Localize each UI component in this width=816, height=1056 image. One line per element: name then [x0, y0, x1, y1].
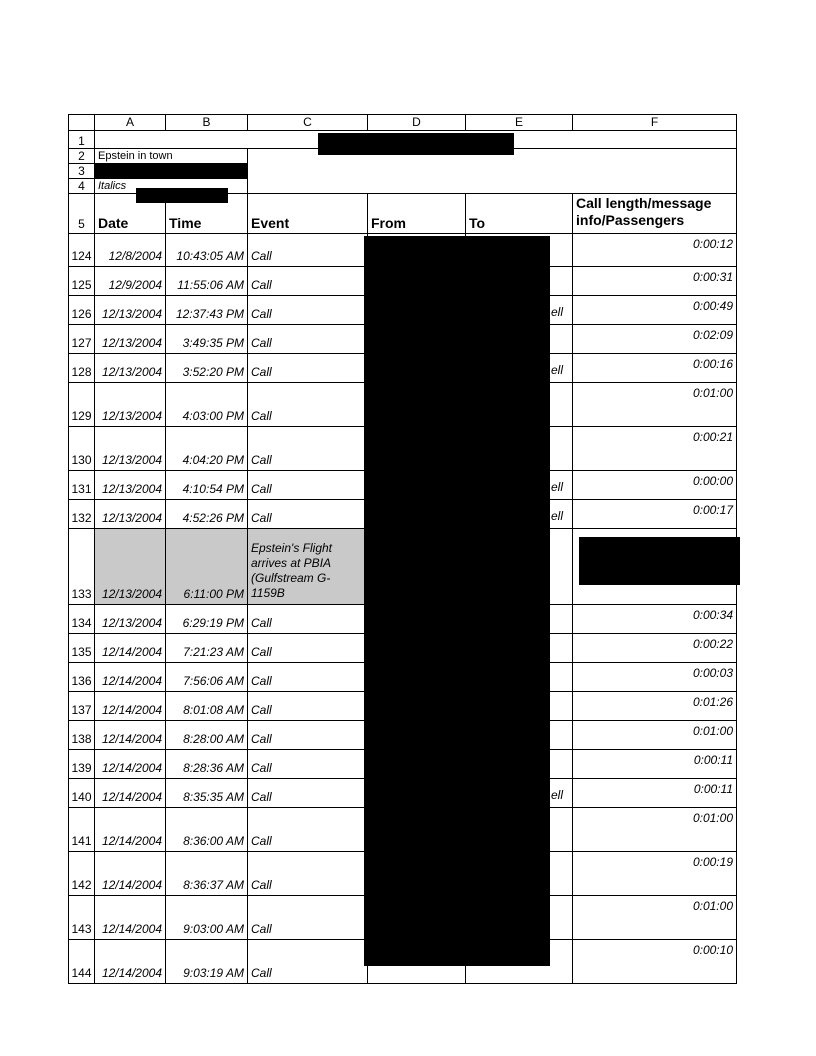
row-number: 132	[69, 500, 95, 529]
time-cell: 9:03:00 AM	[166, 896, 248, 940]
event-cell: Call	[248, 663, 368, 692]
header-event: Event	[248, 194, 368, 234]
event-cell: Call	[248, 779, 368, 808]
row-number: 5	[69, 194, 95, 234]
row-number: 1	[69, 131, 95, 149]
time-cell: 3:52:20 PM	[166, 354, 248, 383]
date-cell: 12/14/2004	[95, 852, 166, 896]
time-cell: 8:36:00 AM	[166, 808, 248, 852]
column-header-c: C	[248, 115, 368, 131]
column-header-b: B	[166, 115, 248, 131]
event-cell: Call	[248, 896, 368, 940]
row-number: 143	[69, 896, 95, 940]
event-cell: Call	[248, 692, 368, 721]
time-cell: 10:43:05 AM	[166, 234, 248, 267]
column-header-a: A	[95, 115, 166, 131]
time-cell: 7:56:06 AM	[166, 663, 248, 692]
date-cell: 12/14/2004	[95, 896, 166, 940]
redaction-legend-row4	[136, 188, 228, 203]
column-header-f: F	[573, 115, 737, 131]
row-number: 128	[69, 354, 95, 383]
event-cell: Call	[248, 267, 368, 296]
to-fragment: ell	[551, 304, 564, 319]
date-cell: 12/13/2004	[95, 296, 166, 325]
row-number: 140	[69, 779, 95, 808]
row-number: 130	[69, 427, 95, 471]
date-cell: 12/13/2004	[95, 605, 166, 634]
date-cell: 12/14/2004	[95, 663, 166, 692]
event-cell: Call	[248, 325, 368, 354]
event-cell: Epstein's Flight arrives at PBIA (Gulfstream G-1159B	[248, 529, 368, 605]
to-fragment: ell	[551, 508, 564, 523]
duration-cell: 0:00:10	[573, 940, 737, 984]
row-number: 133	[69, 529, 95, 605]
row-number: 125	[69, 267, 95, 296]
redaction-passengers	[579, 537, 740, 585]
legend-italics: Italics	[95, 179, 248, 194]
duration-cell: 0:00:34	[573, 605, 737, 634]
date-cell: 12/13/2004	[95, 427, 166, 471]
duration-cell: 0:01:00	[573, 896, 737, 940]
time-cell: 8:28:36 AM	[166, 750, 248, 779]
row-number: 4	[69, 179, 95, 194]
date-cell: 12/14/2004	[95, 940, 166, 984]
legend-blank-area	[248, 149, 737, 194]
time-cell: 12:37:43 PM	[166, 296, 248, 325]
duration-cell: 0:01:26	[573, 692, 737, 721]
date-cell: 12/8/2004	[95, 234, 166, 267]
date-cell: 12/13/2004	[95, 383, 166, 427]
redaction-from-to-columns	[364, 236, 550, 966]
time-cell: 4:03:00 PM	[166, 383, 248, 427]
event-cell: Call	[248, 427, 368, 471]
time-cell: 4:52:26 PM	[166, 500, 248, 529]
duration-cell: 0:00:49	[573, 296, 737, 325]
duration-cell: 0:01:00	[573, 721, 737, 750]
header-time: Time	[166, 194, 248, 234]
time-cell: 8:35:35 AM	[166, 779, 248, 808]
row-number: 127	[69, 325, 95, 354]
date-cell: 12/14/2004	[95, 750, 166, 779]
event-cell: Call	[248, 750, 368, 779]
duration-cell: 0:00:11	[573, 750, 737, 779]
time-cell: 4:10:54 PM	[166, 471, 248, 500]
duration-cell: 0:00:21	[573, 427, 737, 471]
duration-cell: 0:00:00	[573, 471, 737, 500]
duration-cell: 0:00:19	[573, 852, 737, 896]
header-call-length: Call length/message info/Passengers	[573, 194, 737, 234]
row-number: 144	[69, 940, 95, 984]
duration-cell: 0:00:16	[573, 354, 737, 383]
event-cell: Call	[248, 354, 368, 383]
event-cell: Call	[248, 852, 368, 896]
date-cell: 12/13/2004	[95, 471, 166, 500]
duration-cell: 0:01:00	[573, 808, 737, 852]
duration-cell: 0:01:00	[573, 383, 737, 427]
column-header-e: E	[466, 115, 573, 131]
column-header-row	[69, 115, 737, 131]
time-cell: 11:55:06 AM	[166, 267, 248, 296]
row-number: 2	[69, 149, 95, 164]
duration-cell: 0:00:22	[573, 634, 737, 663]
time-cell: 8:36:37 AM	[166, 852, 248, 896]
row-number: 124	[69, 234, 95, 267]
header-date: Date	[95, 194, 166, 234]
row-number: 136	[69, 663, 95, 692]
row-number: 134	[69, 605, 95, 634]
event-cell: Call	[248, 296, 368, 325]
event-cell: Call	[248, 605, 368, 634]
date-cell: 12/14/2004	[95, 779, 166, 808]
event-cell: Call	[248, 471, 368, 500]
legend-epstein-in-town: Epstein in town	[95, 149, 248, 164]
time-cell: 7:21:23 AM	[166, 634, 248, 663]
time-cell: 4:04:20 PM	[166, 427, 248, 471]
date-cell: 12/13/2004	[95, 500, 166, 529]
row-number: 3	[69, 164, 95, 179]
row-number: 131	[69, 471, 95, 500]
time-cell: 3:49:35 PM	[166, 325, 248, 354]
header-from: From	[368, 194, 466, 234]
date-cell: 12/14/2004	[95, 692, 166, 721]
time-cell: 9:03:19 AM	[166, 940, 248, 984]
time-cell: 8:01:08 AM	[166, 692, 248, 721]
row-number: 139	[69, 750, 95, 779]
date-cell: 12/14/2004	[95, 634, 166, 663]
date-cell: 12/13/2004	[95, 325, 166, 354]
event-cell: Call	[248, 721, 368, 750]
duration-cell: 0:00:12	[573, 234, 737, 267]
duration-cell: 0:00:03	[573, 663, 737, 692]
to-fragment: ell	[551, 479, 564, 494]
event-cell: Call	[248, 383, 368, 427]
duration-cell: 0:00:11	[573, 779, 737, 808]
duration-cell: 0:02:09	[573, 325, 737, 354]
time-cell: 8:28:00 AM	[166, 721, 248, 750]
legend-redacted-cell	[95, 164, 248, 179]
date-cell: 12/13/2004	[95, 354, 166, 383]
event-cell: Call	[248, 234, 368, 267]
row-number: 137	[69, 692, 95, 721]
date-cell: 12/14/2004	[95, 721, 166, 750]
duration-cell: 0:00:31	[573, 267, 737, 296]
duration-cell: 0:00:17	[573, 500, 737, 529]
time-cell: 6:11:00 PM	[166, 529, 248, 605]
event-cell: Call	[248, 808, 368, 852]
row-number: 126	[69, 296, 95, 325]
event-cell: Call	[248, 634, 368, 663]
to-fragment: ell	[551, 362, 564, 377]
event-cell: Call	[248, 500, 368, 529]
to-fragment: ell	[551, 787, 564, 802]
corner-cell	[69, 115, 95, 131]
date-cell: 12/13/2004	[95, 529, 166, 605]
row-number: 141	[69, 808, 95, 852]
event-cell: Call	[248, 940, 368, 984]
row-number: 129	[69, 383, 95, 427]
redaction-title	[318, 133, 514, 155]
row-number: 138	[69, 721, 95, 750]
header-to: To	[466, 194, 573, 234]
date-cell: 12/14/2004	[95, 808, 166, 852]
time-cell: 6:29:19 PM	[166, 605, 248, 634]
column-header-d: D	[368, 115, 466, 131]
date-cell: 12/9/2004	[95, 267, 166, 296]
row-number: 142	[69, 852, 95, 896]
row-number: 135	[69, 634, 95, 663]
